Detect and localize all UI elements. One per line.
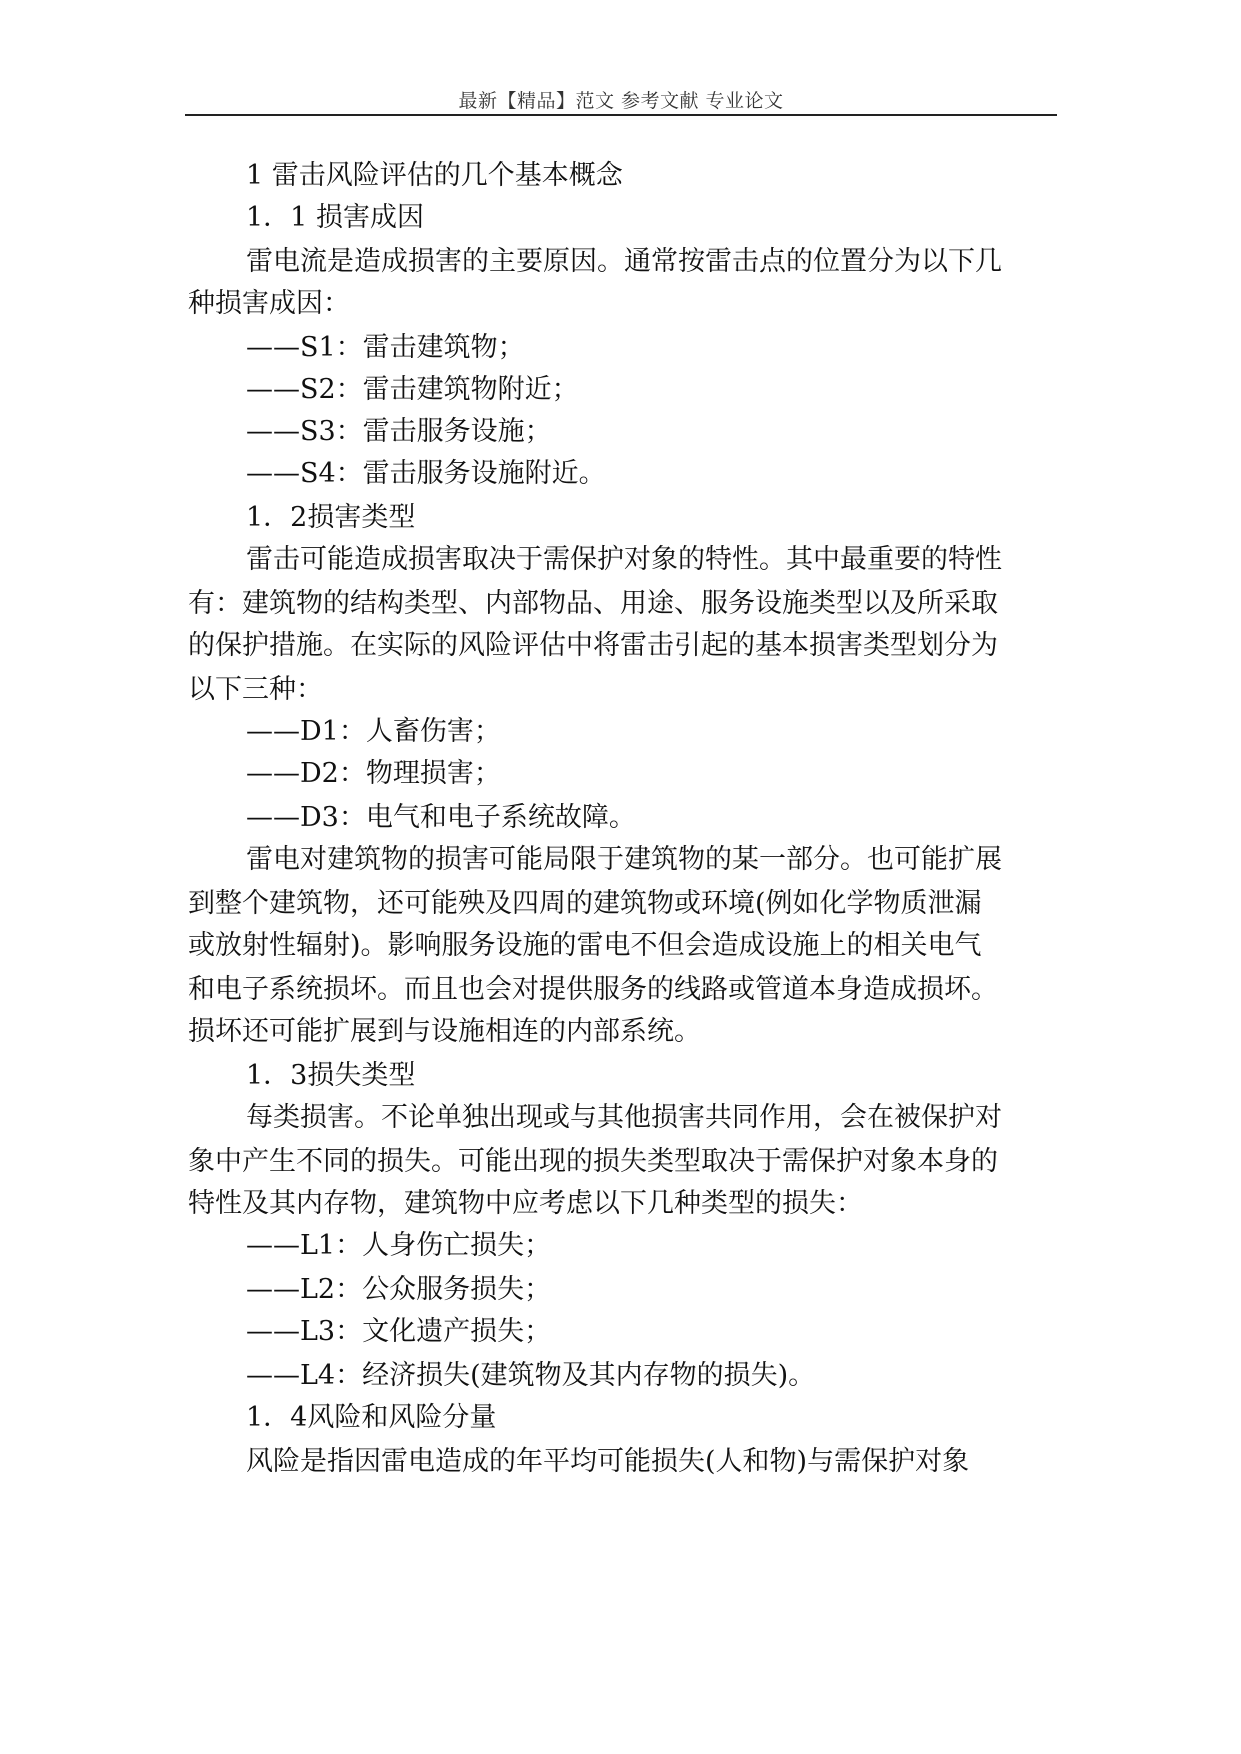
page-header: 最新【精品】范文 参考文献 专业论文 [458,90,784,112]
subsection-heading-1-4: 1．4风险和风险分量 [246,1402,497,1433]
subsection-heading-1-2: 1．2损害类型 [246,502,416,533]
paragraph-line: 种损害成因： [188,288,350,319]
paragraph-line: 雷电对建筑物的损害可能局限于建筑物的某一部分。也可能扩展 [246,844,1002,875]
paragraph-line: 有：建筑物的结构类型、内部物品、用途、服务设施类型以及所采取 [188,588,998,619]
list-item: ——L3：文化遗产损失； [246,1316,552,1347]
paragraph-line: 和电子系统损坏。而且也会对提供服务的线路或管道本身造成损坏。 [188,974,998,1005]
list-item: ——S1：雷击建筑物； [246,332,525,363]
list-item: ——D1：人畜伤害； [246,716,501,747]
paragraph-line: 到整个建筑物，还可能殃及四周的建筑物或环境(例如化学物质泄漏 [188,888,982,919]
list-item: ——S4：雷击服务设施附近。 [246,458,606,489]
paragraph-line: 损坏还可能扩展到与设施相连的内部系统。 [188,1016,701,1047]
header-divider [185,114,1057,116]
list-item: ——S2：雷击建筑物附近； [246,374,579,405]
list-item: ——L1：人身伤亡损失； [246,1230,552,1261]
paragraph-line: 的保护措施。在实际的风险评估中将雷击引起的基本损害类型划分为 [188,630,998,661]
subsection-heading-1-1: 1．1 损害成因 [246,202,424,233]
list-item: ——L2：公众服务损失； [246,1274,552,1305]
list-item: ——L4：经济损失(建筑物及其内存物的损失)。 [246,1360,816,1391]
list-item: ——S3：雷击服务设施； [246,416,552,447]
paragraph-line: 雷电流是造成损害的主要原因。通常按雷击点的位置分为以下几 [246,246,1002,277]
paragraph-line: 风险是指因雷电造成的年平均可能损失(人和物)与需保护对象 [246,1446,970,1477]
paragraph-line: 或放射性辐射)。影响服务设施的雷电不但会造成设施上的相关电气 [188,930,982,961]
list-item: ——D3：电气和电子系统故障。 [246,802,636,833]
section-heading-1: 1 雷击风险评估的几个基本概念 [246,160,623,191]
paragraph-line: 以下三种： [188,674,323,705]
paragraph-line: 雷击可能造成损害取决于需保护对象的特性。其中最重要的特性 [246,544,1002,575]
paragraph-line: 特性及其内存物，建筑物中应考虑以下几种类型的损失： [188,1188,863,1219]
subsection-heading-1-3: 1．3损失类型 [246,1060,416,1091]
paragraph-line: 每类损害。不论单独出现或与其他损害共同作用，会在被保护对 [246,1102,1002,1133]
paragraph-line: 象中产生不同的损失。可能出现的损失类型取决于需保护对象本身的 [188,1146,998,1177]
list-item: ——D2：物理损害； [246,758,501,789]
